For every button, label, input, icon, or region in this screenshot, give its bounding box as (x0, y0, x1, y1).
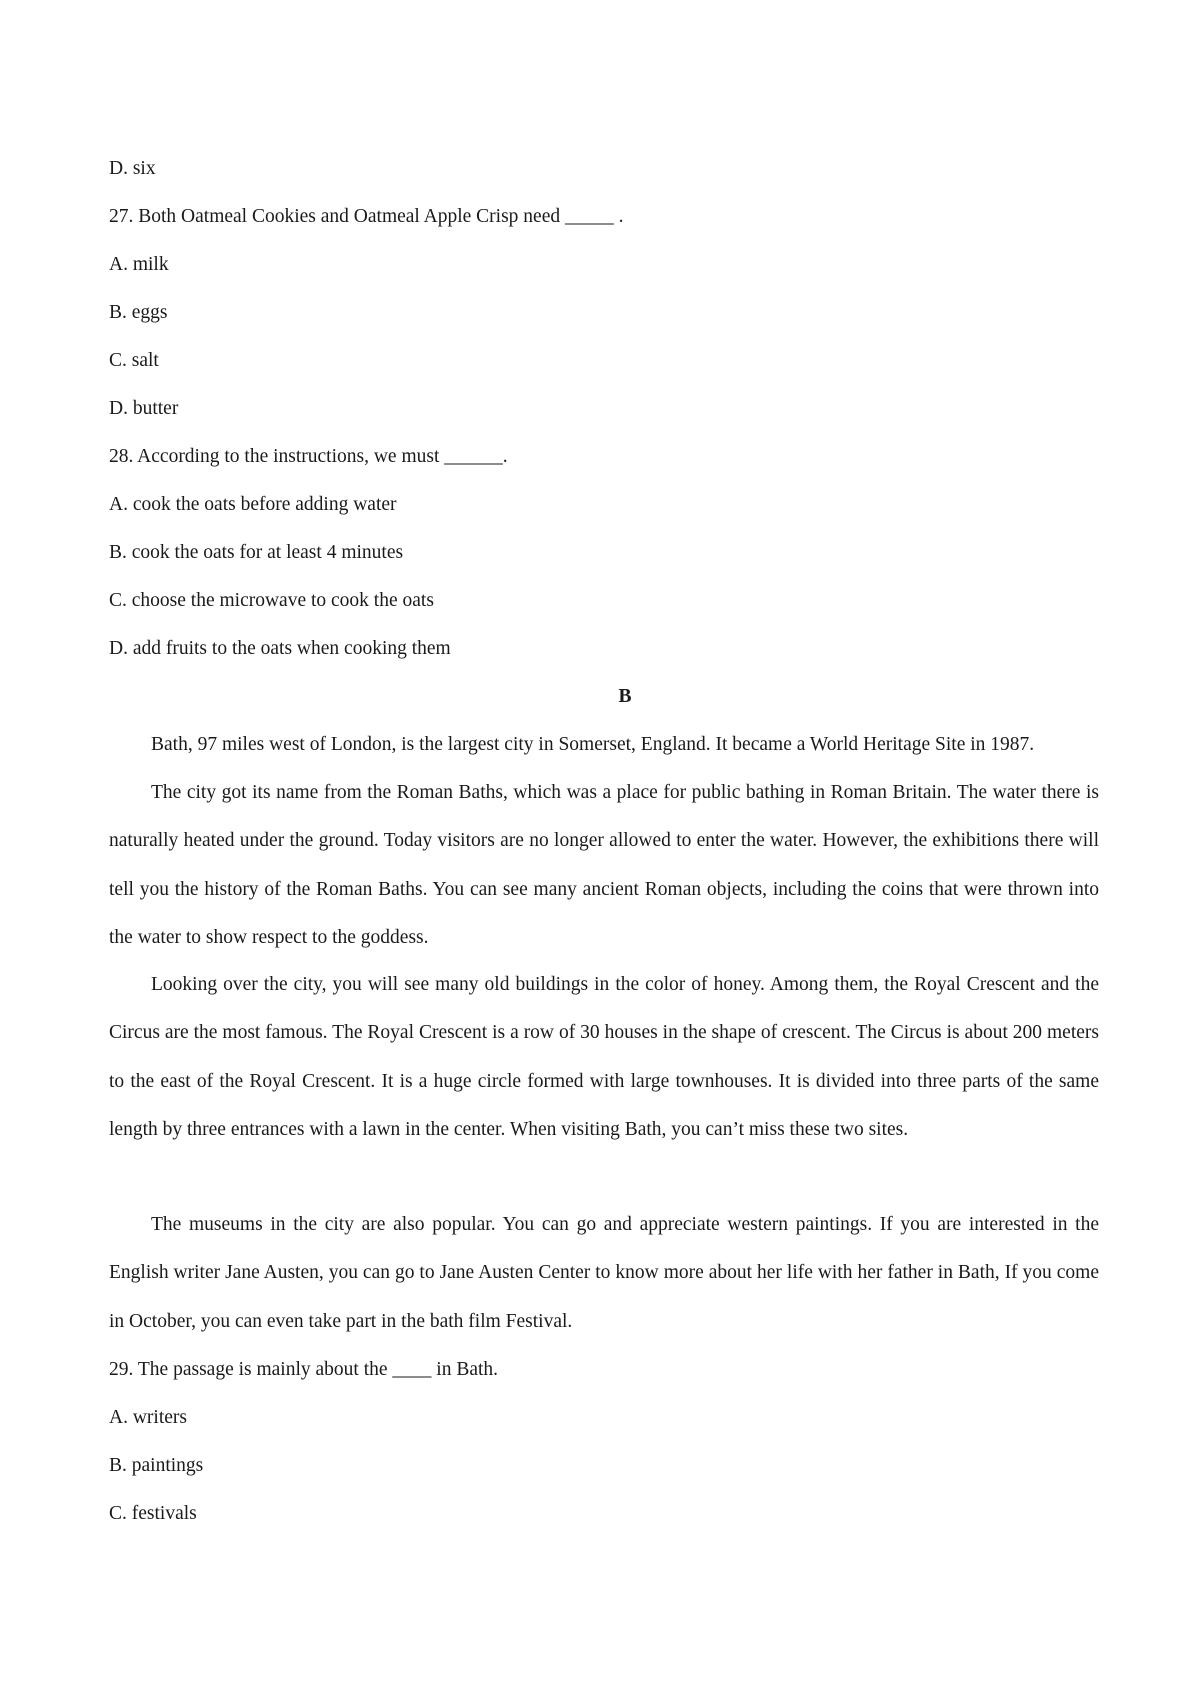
q26-option-d: D. six (109, 158, 156, 179)
q28-option-d: D. add fruits to the oats when cooking them (109, 638, 451, 659)
passage-paragraph-2: The city got its name from the Roman Baths, which was a place for public bathing in Roman Britain. The water there is naturally heated under the ground. Today visitors are no longer allowed to enter the water. However, the exhibitions there will tell you the history of the Roman Baths. You can see many ancient Roman objects, including the coins that were thrown into the water to show respect to the goddess. (109, 782, 1099, 948)
q29-option-c: C. festivals (109, 1503, 197, 1524)
q27-option-d: D. butter (109, 398, 179, 419)
passage-paragraph-1: Bath, 97 miles west of London, is the largest city in Somerset, England. It became a World Heritage Site in 1987. (151, 734, 1035, 755)
q28-option-b: B. cook the oats for at least 4 minutes (109, 542, 404, 563)
q29-option-a: A. writers (109, 1407, 187, 1428)
q28-option-a: A. cook the oats before adding water (109, 494, 397, 515)
section-b-title: B (618, 686, 632, 707)
q27-option-b: B. eggs (109, 302, 168, 323)
q28-option-c: C. choose the microwave to cook the oats (109, 590, 434, 611)
q27-question: 27. Both Oatmeal Cookies and Oatmeal Apple Crisp need _____ . (109, 206, 624, 227)
q27-option-a: A. milk (109, 254, 169, 275)
passage-paragraph-3: Looking over the city, you will see many old buildings in the color of honey. Among them, the Royal Crescent and the Circus are the most famous. The Royal Crescent is a row of 30 houses in the shape of crescent. The Circus is about 200 meters to the east of the Royal Crescent. It is a huge circle formed with large townhouses. It is divided into three parts of the same length by three entrances with a lawn in the center. When visiting Bath, you can’t miss these two sites. (109, 974, 1099, 1140)
q29-option-b: B. paintings (109, 1455, 204, 1476)
q28-question: 28. According to the instructions, we must ______. (109, 446, 508, 467)
q27-option-c: C. salt (109, 350, 159, 371)
q29-question: 29. The passage is mainly about the ____ in Bath. (109, 1359, 499, 1380)
passage-paragraph-4: The museums in the city are also popular. You can go and appreciate western paintings. If you are interested in the English writer Jane Austen, you can go to Jane Austen Center to know more about her life with her father in Bath, If you come in October, you can even take part in the bath film Festival. (109, 1214, 1099, 1332)
